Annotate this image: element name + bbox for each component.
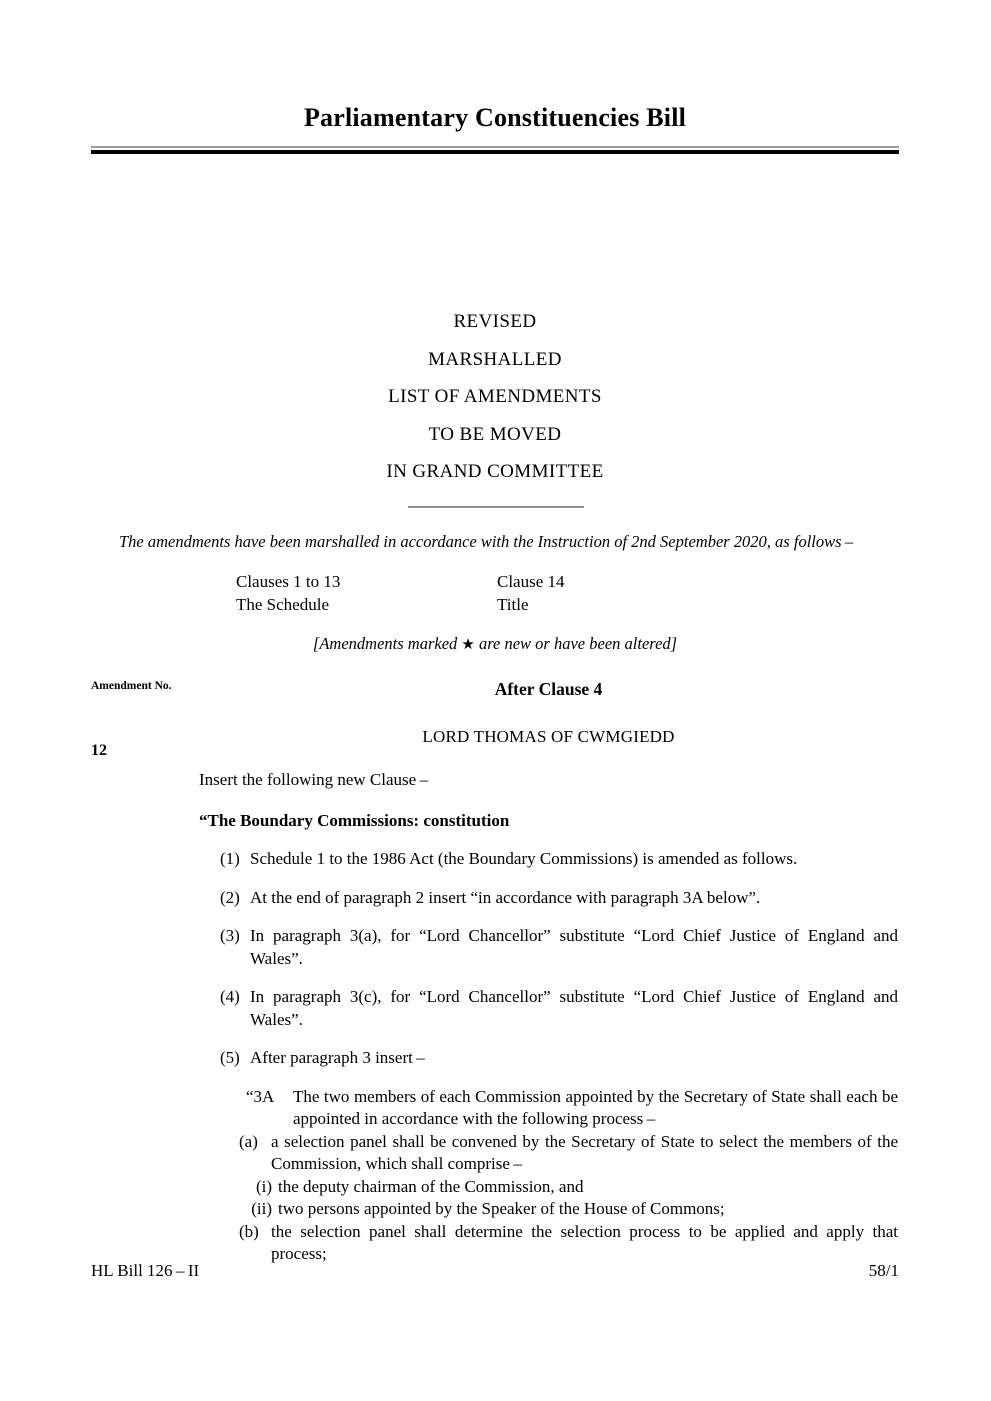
list-marker: (2) [220,887,240,907]
footer-bill-reference: HL Bill 126 – II [91,1261,200,1280]
clause-cell-right: Clause 14 [497,572,565,591]
list-item [220,887,898,910]
star-note-suffix: are new or have been altered] [478,634,678,653]
list-marker: (b) [239,1221,259,1241]
heading-block [91,303,899,491]
instruction-paragraph: The amendments have been marshalled in accordance with the Instruction of 2nd September 2020, as follows – [119,532,854,551]
inserted-paragraph [246,1086,898,1131]
star-note [91,634,899,654]
list-item [220,986,898,1031]
list-marker: (ii) [251,1199,272,1218]
amendment-number-column-label: Amendment No. [91,680,172,692]
page-footer [91,1261,899,1281]
new-clause-title: “The Boundary Commissions: constitution [199,810,510,830]
amendment-lead-in: Insert the following new Clause – [199,770,429,789]
list-item-text: After paragraph 3 insert – [250,1048,425,1067]
list-item [220,1047,898,1070]
list-item-text: Schedule 1 to the 1986 Act (the Boundary Commissions) is amended as follows. [250,849,798,868]
list-item-text: In paragraph 3(a), for “Lord Chancellor” substitute “Lord Chief Justice of England and Wales”. [250,926,898,968]
clause-cell-right: Title [497,595,529,614]
list-item-text: two persons appointed by the Speaker of the House of Commons; [278,1199,725,1218]
list-item-text: a selection panel shall be convened by the Secretary of State to select the members of the Commission, which shall comprise – [271,1131,898,1173]
clause-column-list [236,570,736,616]
heading-line-in-grand-committee: IN GRAND COMMITTEE [386,461,604,482]
list-marker: (1) [220,849,240,868]
inserted-paragraph-text: The two members of each Commission appointed by the Secretary of State shall each be appointed in accordance with the following process – [293,1086,898,1128]
amendment-proposer: LORD THOMAS OF CWMGIEDD [422,726,675,746]
list-item [246,1176,898,1199]
amendment-body [199,678,898,1266]
amendment-number: 12 [91,742,107,759]
rule-thick [91,150,899,154]
clause-row [236,570,736,593]
list-item [239,1221,898,1266]
page-title: Parliamentary Constituencies Bill [303,103,687,132]
inserted-paragraph-marker: “3A [246,1086,275,1106]
list-item-text: In paragraph 3(c), for “Lord Chancellor” substitute “Lord Chief Justice of England and Wales”. [250,987,898,1029]
list-item [239,1131,898,1176]
list-item-text: the deputy chairman of the Commission, and [278,1176,584,1196]
heading-line-list-of-amendments: LIST OF AMENDMENTS [388,386,602,407]
heading-separator-rule [408,506,584,508]
star-icon: ★ [461,637,475,653]
clause-cell-left: Clauses 1 to 13 [236,572,341,591]
list-marker: (a) [239,1131,258,1151]
clause-row [236,593,736,616]
list-item-text: At the end of paragraph 2 insert “in accordance with paragraph 3A below”. [250,887,761,907]
clause-cell-left: The Schedule [236,595,329,614]
heading-line-revised: REVISED [453,311,537,332]
list-item [246,1198,898,1221]
footer-page-number: 58/1 [868,1261,899,1280]
list-marker: (5) [220,1048,240,1067]
list-item [220,925,898,970]
section-heading: After Clause 4 [494,679,603,699]
star-note-prefix: [Amendments marked [312,634,458,653]
list-marker: (3) [220,926,240,945]
list-marker: (i) [255,1176,272,1196]
title-double-rule [91,146,899,154]
list-item-text: the selection panel shall determine the selection process to be applied and apply that process; [271,1221,898,1263]
list-item [220,848,898,871]
heading-line-to-be-moved: TO BE MOVED [428,423,562,445]
list-marker: (4) [220,987,240,1006]
heading-line-marshalled: MARSHALLED [428,348,562,370]
